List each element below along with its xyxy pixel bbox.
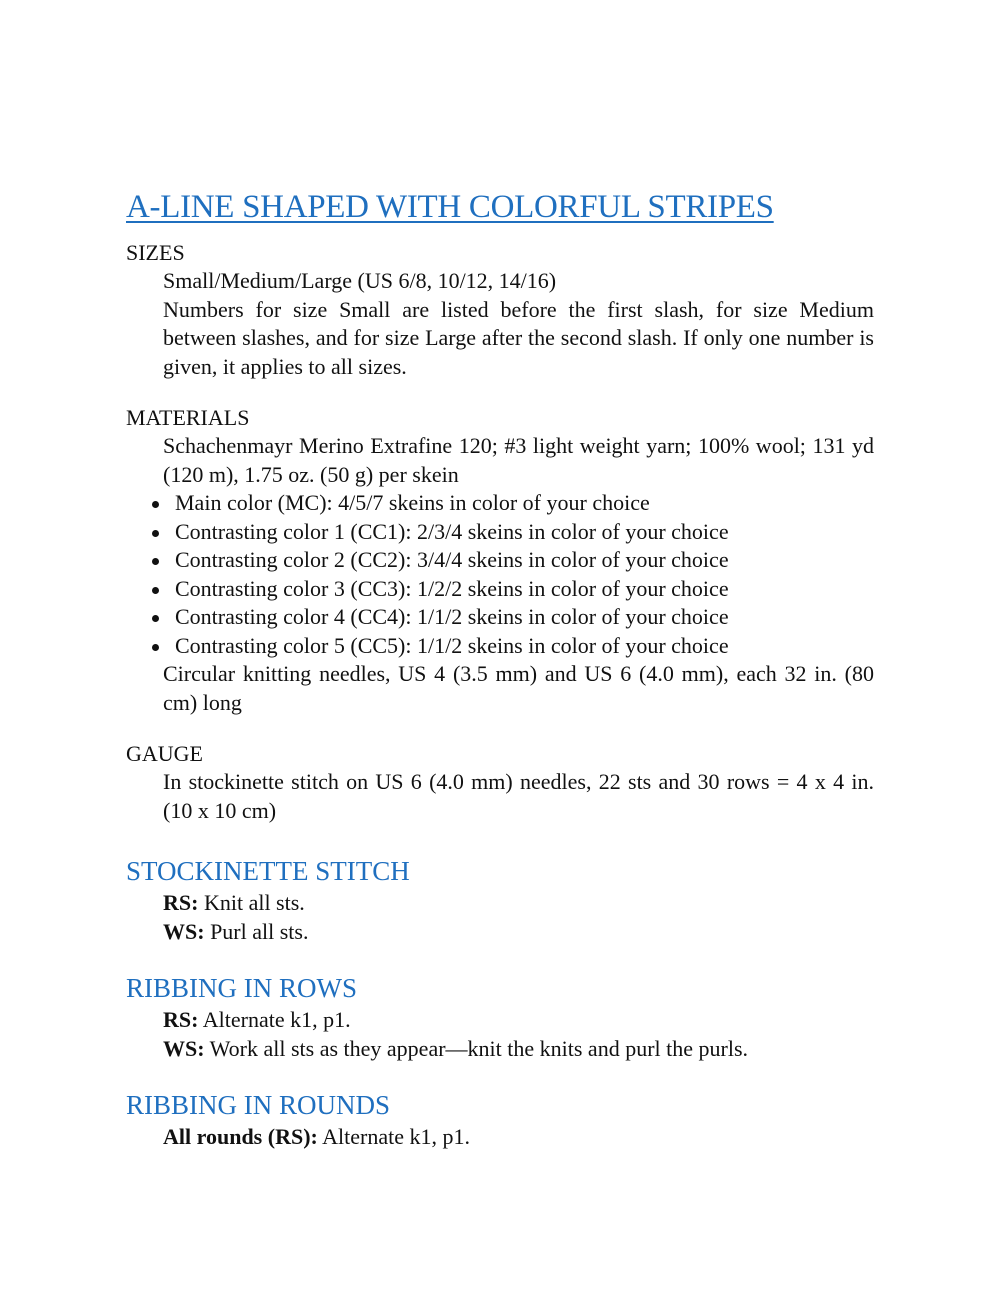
list-item [126, 489, 874, 518]
document-page [126, 187, 874, 1177]
bullet-icon [152, 587, 159, 594]
sizes-list: Small/Medium/Large (US 6/8, 10/12, 14/16) [163, 268, 557, 293]
bullet-icon [152, 615, 159, 622]
sizes-label: SIZES [126, 240, 185, 265]
bullet-icon [152, 530, 159, 537]
list-item [126, 575, 874, 604]
materials-yarn-wrap [126, 432, 874, 489]
sizes-body [126, 267, 874, 381]
materials-yarn: Schachenmayr Merino Extrafine 120; #3 light weight yarn; 100% wool; 131 yd (120 m), 1.75 oz. (50 g) per skein [163, 433, 874, 487]
materials-color-list [126, 489, 874, 660]
color-item-text: Contrasting color 2 (CC2): 3/4/4 skeins in color of your choice [175, 547, 729, 572]
row-text: Work all sts as they appear—knit the knits and purl the purls. [204, 1036, 749, 1061]
stockinette-ws-row [126, 917, 874, 946]
sizes-section [126, 239, 874, 381]
gauge-body [126, 768, 874, 825]
color-item-text: Contrasting color 4 (CC4): 1/1/2 skeins in color of your choice [175, 604, 729, 629]
row-label: RS: [163, 890, 199, 915]
row-text: Alternate k1, p1. [317, 1124, 470, 1149]
materials-label: MATERIALS [126, 405, 250, 430]
list-item [126, 518, 874, 547]
row-label: All rounds (RS): [163, 1124, 318, 1149]
row-text: Knit all sts. [198, 890, 305, 915]
color-item-text: Contrasting color 3 (CC3): 1/2/2 skeins in color of your choice [175, 575, 729, 601]
ribbing-rows-heading: RIBBING IN ROWS [126, 973, 358, 1003]
materials-section [126, 404, 874, 717]
stockinette-heading: STOCKINETTE STITCH [126, 856, 410, 886]
materials-needles-wrap [126, 660, 874, 717]
bullet-icon [152, 558, 159, 565]
sizes-explanation: Numbers for size Small are listed before the first slash, for size Medium between slashes, and for size Large after the second slash. If only one number is given, it applies to all sizes. [163, 296, 874, 379]
row-text: Purl all sts. [204, 919, 309, 944]
gauge-label: GAUGE [126, 741, 203, 766]
bullet-icon [152, 501, 159, 508]
ribbing-rounds-heading: RIBBING IN ROUNDS [126, 1090, 391, 1120]
list-item [126, 546, 874, 575]
row-label: WS: [163, 919, 205, 944]
stockinette-rs-row [126, 888, 874, 917]
document-title: A-LINE SHAPED WITH COLORFUL STRIPES [126, 189, 774, 225]
gauge-section [126, 740, 874, 825]
gauge-text: In stockinette stitch on US 6 (4.0 mm) needles, 22 sts and 30 rows = 4 x 4 in. (10 x 10 cm) [163, 769, 874, 823]
ribbing-rounds-section [126, 1089, 874, 1151]
stockinette-section [126, 855, 874, 946]
color-item-text: Contrasting color 5 (CC5): 1/1/2 skeins in color of your choice [175, 632, 729, 658]
ribbing-rows-section [126, 972, 874, 1063]
materials-needles: Circular knitting needles, US 4 (3.5 mm) and US 6 (4.0 mm), each 32 in. (80 cm) long [163, 661, 874, 715]
ribbing-rows-rs-row [126, 1005, 874, 1034]
color-item-text: Contrasting color 1 (CC1): 2/3/4 skeins in color of your choice [175, 518, 729, 544]
color-item-text: Main color (MC): 4/5/7 skeins in color of your choice [175, 490, 650, 515]
ribbing-rows-ws-row [126, 1034, 874, 1063]
bullet-icon [152, 644, 159, 651]
row-label: RS: [163, 1007, 199, 1032]
list-item [126, 632, 874, 661]
row-text: Alternate k1, p1. [198, 1007, 351, 1032]
ribbing-rounds-row [126, 1122, 874, 1151]
row-label: WS: [163, 1036, 205, 1061]
list-item [126, 603, 874, 632]
